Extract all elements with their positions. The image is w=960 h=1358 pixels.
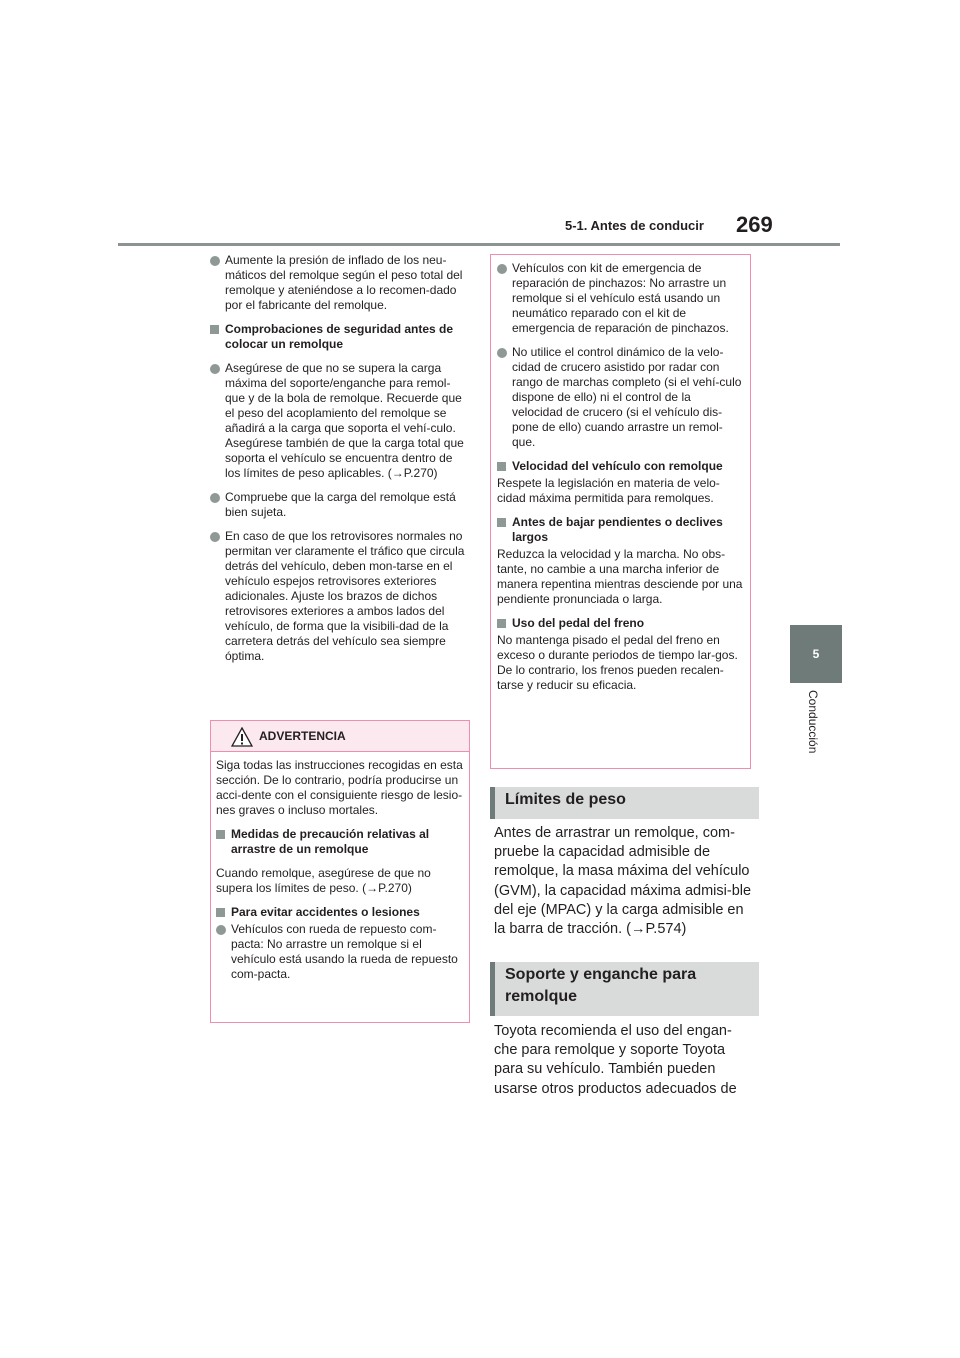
bullet-icon (210, 256, 220, 266)
section-paragraph: Toyota recomienda el uso del engan-che para remolque y soporte Toyota para su vehículo. También pueden usarse otros productos adecuados de (494, 1023, 737, 1097)
subsection-heading: Uso del pedal del freno (497, 616, 744, 631)
warning-box-continued (490, 254, 751, 769)
warning-text: Cuando remolque, asegúrese de que no supera los límites de peso. (→P.270) (216, 866, 431, 895)
square-bullet-icon (216, 908, 225, 917)
warning-text: Reduzca la velocidad y la marcha. No obs-tante, no cambie a una marcha inferior de manera repentina mientras desciende por una pendiente pronunciada o larga. (497, 547, 743, 606)
bullet-icon (210, 493, 220, 503)
warning-text: Respete la legislación en materia de velo-cidad máxima permitida para remolques. (497, 476, 720, 505)
subsection-heading: Comprobaciones de seguridad antes de colocar un remolque (210, 322, 468, 352)
subsection-heading: Antes de bajar pendientes o declives largos (497, 515, 744, 545)
warning-triangle-icon (231, 727, 253, 747)
subsection-heading: Para evitar accidentes o lesiones (216, 905, 464, 920)
warning-intro: Siga todas las instrucciones recogidas en esta sección. De lo contrario, podría producirse un acci-dente con el consiguiente riesgo de lesio-nes graves o incluso mortales. (216, 758, 463, 817)
warning-text: No mantenga pisado el pedal del freno en exceso o durante periodos de tiempo lar-gos. De lo contrario, los frenos pueden recalen-tarse y reducir su eficacia. (497, 633, 738, 692)
list-item: No utilice el control dinámico de la velo-cidad de crucero asistido por radar con rango de marchas completo (si el vehí-culo dispone de ello) ni el control de la velocidad de crucero (si el vehículo dis-pone de ello) cuando arrastre un remol-que. (497, 345, 744, 450)
left-column (210, 253, 468, 673)
subsection-heading: Velocidad del vehículo con remolque (497, 459, 744, 474)
list-item: En caso de que los retrovisores normales no permitan ver claramente el tráfico que circula detrás del vehículo, deben mon-tarse en el vehículo espejos retrovisores exteriores adicionales. Ajuste los brazos de dichos retrovisores exteriores a ambos lados del vehículo, de forma que la visibili-dad de la carretera detrás del vehículo sea siempre óptima. (210, 529, 468, 664)
list-item: Asegúrese de que no se supera la carga máxima del soporte/enganche para remol-que y de la bola de remolque. Recuerde que el peso del acoplamiento del remolque se añadirá a la carga que soporta el vehí-culo. Asegúrese también de que la carga total que soporta el vehículo se encuentra dentro de los límites de peso aplicables. (→P.270) (210, 361, 468, 481)
header-section-title: 5-1. Antes de conducir (565, 218, 704, 233)
warning-body (491, 255, 750, 693)
list-item: Aumente la presión de inflado de los neu-máticos del remolque según el peso total del remolque y ateniéndose a lo recomen-dado por el fabricante del remolque. (210, 253, 468, 313)
bullet-icon (497, 264, 507, 274)
chapter-tab[interactable]: 5 (790, 625, 842, 683)
list-item: Compruebe que la carga del remolque está bien sujeta. (210, 490, 468, 520)
square-bullet-icon (497, 518, 506, 527)
bullet-icon (210, 532, 220, 542)
square-bullet-icon (497, 619, 506, 628)
warning-title: ADVERTENCIA (259, 729, 346, 743)
warning-body (211, 752, 469, 982)
section-heading-weight-limits: Límites de peso (490, 787, 759, 819)
square-bullet-icon (210, 325, 219, 334)
chapter-title: Conducción (806, 690, 820, 754)
page-number: 269 (736, 212, 773, 237)
warning-header (211, 721, 469, 752)
warning-box (210, 720, 470, 1023)
square-bullet-icon (497, 462, 506, 471)
bullet-icon (210, 364, 220, 374)
list-item: Vehículos con rueda de repuesto com-pacta: No arrastre un remolque si el vehículo está usando la rueda de repuesto com-pacta. (216, 922, 464, 982)
chapter-label (806, 690, 820, 770)
subsection-heading: Medidas de precaución relativas al arrastre de un remolque (216, 827, 464, 857)
square-bullet-icon (216, 830, 225, 839)
section-heading-hitch: Soporte y enganche para remolque (490, 962, 759, 1016)
section-paragraph: Antes de arrastrar un remolque, com-pruebe la capacidad admisible de remolque, la masa máxima del vehículo (GVM), la capacidad máxima admisi-ble del eje (MPAC) y la carga admisible en la barra de tracción. (→P.574) (494, 825, 752, 938)
bullet-icon (216, 925, 226, 935)
header-divider (118, 243, 840, 246)
list-item: Vehículos con kit de emergencia de reparación de pinchazos: No arrastre un remolque si el vehículo está usando un neumático reparado con el kit de emergencia de reparación de pinchazos. (497, 261, 744, 336)
bullet-icon (497, 348, 507, 358)
